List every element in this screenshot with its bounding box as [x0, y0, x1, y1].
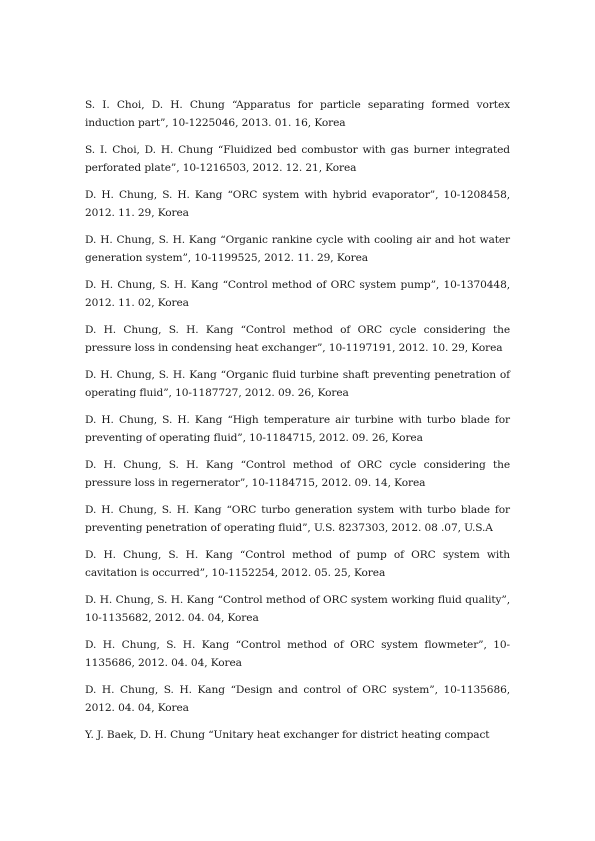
reference-entry: D. H. Chung, S. H. Kang “Control method of ORC cycle considering the pressure loss in condensing heat exchanger”, 10-1197191, 2012. 10. 29, Korea: [85, 324, 510, 354]
reference-entry: S. I. Choi, D. H. Chung “Fluidized bed combustor with gas burner integrated perforated plate”, 10-1216503, 2012. 12. 21, Korea: [85, 144, 510, 174]
reference-entry: D. H. Chung, S. H. Kang “High temperature air turbine with turbo blade for preventing of operating fluid”, 10-1184715, 2012. 09. 26, Korea: [85, 414, 510, 444]
reference-entry: D. H. Chung, S. H. Kang “Control method of ORC system flowmeter”, 10-1135686, 2012. 04. 04, Korea: [85, 639, 510, 669]
reference-entry: D. H. Chung, S. H. Kang “Organic fluid turbine shaft preventing penetration of operating fluid”, 10-1187727, 2012. 09. 26, Korea: [85, 369, 510, 399]
reference-entry: D. H. Chung, S. H. Kang “Organic rankine cycle with cooling air and hot water generation system”, 10-1199525, 2012. 11. 29, Korea: [85, 234, 510, 264]
reference-entry: D. H. Chung, S. H. Kang “ORC system with hybrid evaporator”, 10-1208458, 2012. 11. 29, Korea: [85, 189, 510, 219]
patent-reference-list: [85, 96, 510, 753]
reference-entry: Y. J. Baek, D. H. Chung “Unitary heat exchanger for district heating compact: [85, 729, 490, 741]
reference-entry: D. H. Chung, S. H. Kang “Control method of ORC system pump”, 10-1370448, 2012. 11. 02, Korea: [85, 279, 510, 309]
reference-entry: S. I. Choi, D. H. Chung “Apparatus for particle separating formed vortex induction part”, 10-1225046, 2013. 01. 16, Korea: [85, 99, 510, 129]
reference-entry: D. H. Chung, S. H. Kang “Control method of pump of ORC system with cavitation is occurred”, 10-1152254, 2012. 05. 25, Korea: [85, 549, 510, 579]
reference-entry: D. H. Chung, S. H. Kang “Control method of ORC cycle considering the pressure loss in regernerator”, 10-1184715, 2012. 09. 14, Korea: [85, 459, 510, 489]
reference-entry: D. H. Chung, S. H. Kang “ORC turbo generation system with turbo blade for preventing penetration of operating fluid”, U.S. 8237303, 2012. 08 .07, U.S.A: [85, 504, 510, 534]
reference-entry: D. H. Chung, S. H. Kang “Design and control of ORC system”, 10-1135686, 2012. 04. 04, Korea: [85, 684, 510, 714]
reference-entry: D. H. Chung, S. H. Kang “Control method of ORC system working fluid quality”, 10-1135682, 2012. 04. 04, Korea: [85, 594, 510, 624]
